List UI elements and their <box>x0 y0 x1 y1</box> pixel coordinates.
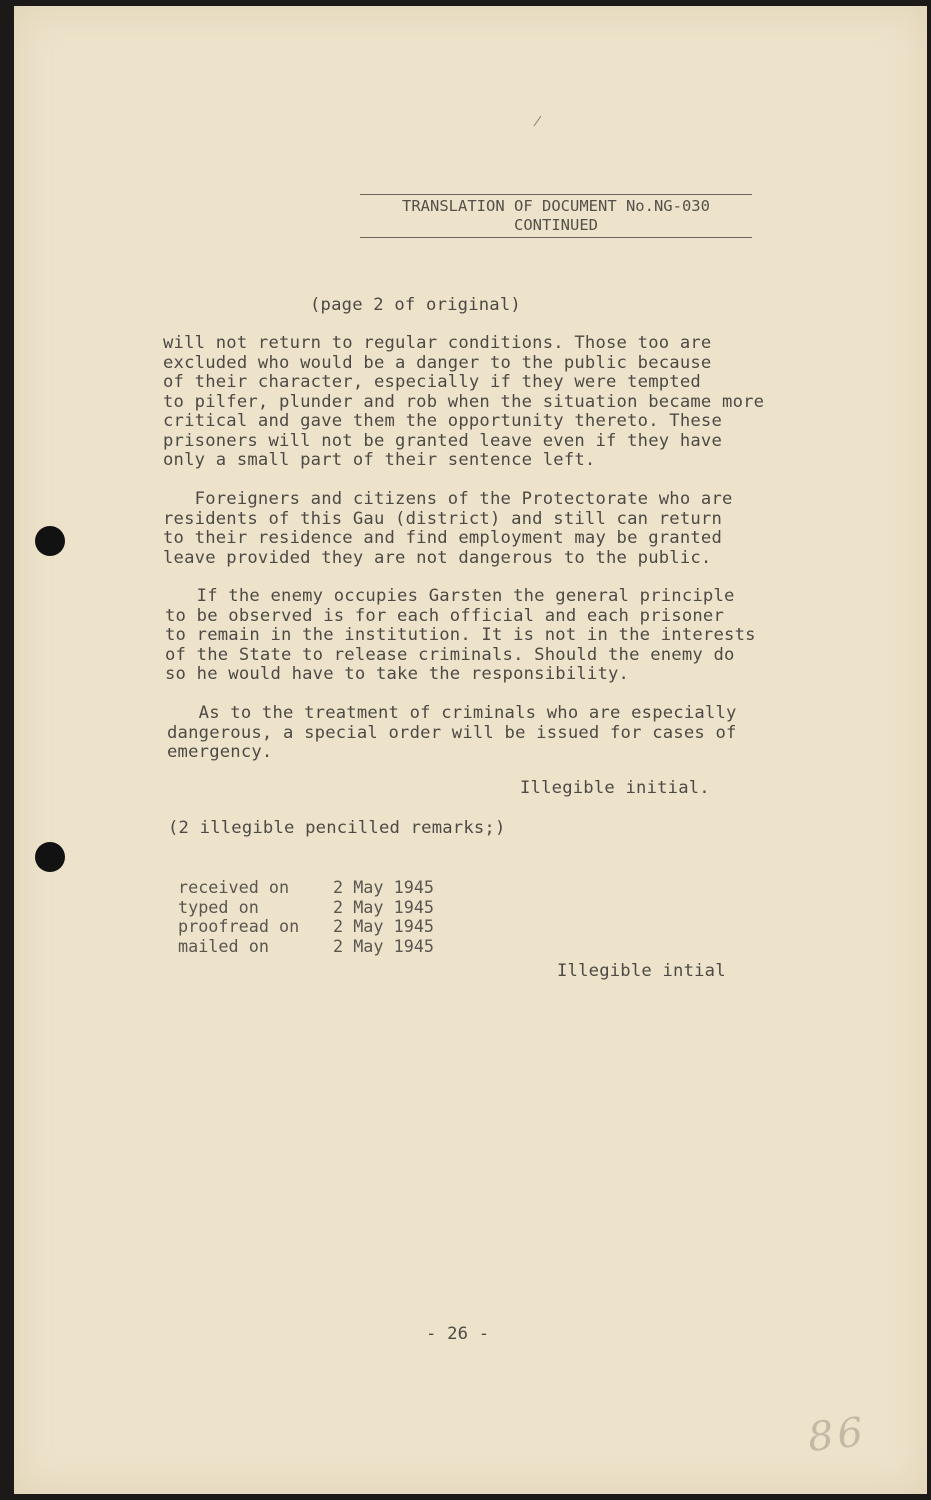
record-date: 2 May 1945 <box>333 896 435 917</box>
processing-record <box>178 878 434 956</box>
paragraph: If the enemy occupies Garsten the general principle to be observed is for each official and each prisoner to remain in the institution. It is not in the interests of the State to release criminals. Should the enemy do so he would have to take the responsibility. <box>165 586 756 684</box>
record-label: received on <box>178 877 290 897</box>
record-row <box>178 917 434 937</box>
handwritten-page-number: 86 <box>805 1409 870 1461</box>
page-number: - 26 - <box>426 1324 490 1344</box>
record-date: 2 May 1945 <box>333 877 435 897</box>
page-note: (page 2 of original) <box>310 295 521 315</box>
signature-initial: Illegible intial <box>557 961 726 981</box>
paragraph: Foreigners and citizens of the Protectorate who are residents of this Gau (district) and still can return to their residence and find employment may be granted leave provided they are not dangerous to the public. <box>163 489 733 568</box>
paragraph: will not return to regular conditions. Those too are excluded who would be a danger to the public because of their character, especially if they were tempted to pilfer, plunder and rob when the situation became more critical and gave them the opportunity thereto. These prisoners will not be granted leave even if they have only a small part of their sentence left. <box>163 333 765 470</box>
record-label: mailed on <box>178 935 269 956</box>
remarks-note: (2 illegible pencilled remarks;) <box>168 818 506 838</box>
record-date: 2 May 1945 <box>333 935 435 956</box>
punch-hole <box>35 526 65 556</box>
record-row <box>178 937 434 957</box>
document-subtitle: CONTINUED <box>360 216 752 238</box>
record-label: proofread on <box>178 916 300 936</box>
punch-hole <box>35 842 65 872</box>
paragraph: As to the treatment of criminals who are especially dangerous, a special order will be issued for cases of emergency. <box>167 703 737 762</box>
document-header <box>360 194 752 238</box>
record-label: typed on <box>178 896 259 917</box>
signature-initial: Illegible initial. <box>520 778 710 798</box>
document-title: TRANSLATION OF DOCUMENT No.NG-030 <box>360 194 752 216</box>
record-date: 2 May 1945 <box>333 916 435 936</box>
record-row <box>178 878 434 898</box>
record-row <box>178 898 434 918</box>
